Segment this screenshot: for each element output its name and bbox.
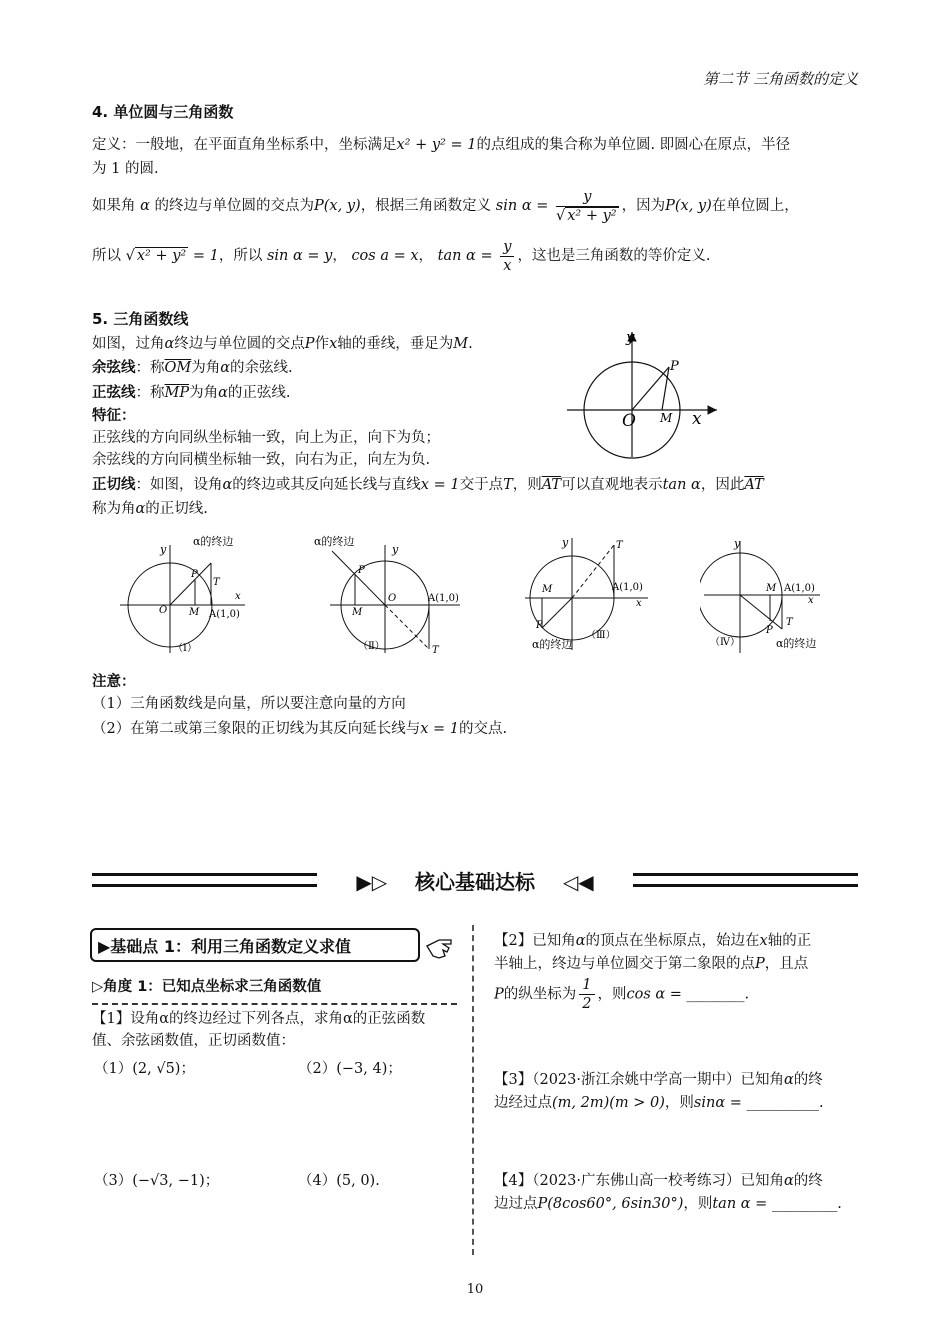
- svg-text:M: M: [766, 583, 777, 594]
- text: 【4】（2023·广东佛山高一校考练习）已知角: [494, 1173, 784, 1189]
- text: 的顶点在坐标原点，始边在: [585, 933, 760, 949]
- alpha-symbol: α: [135, 501, 146, 517]
- text: 【2】已知角: [494, 933, 576, 949]
- tan-alpha: tan α: [662, 477, 701, 493]
- question-2: [494, 930, 864, 1013]
- text: ，则: [512, 477, 542, 493]
- svg-text:P: P: [191, 569, 198, 580]
- point-M: M: [453, 336, 469, 352]
- unit-circle-figure: [562, 322, 732, 462]
- line-x-1: x = 1: [420, 721, 460, 737]
- note-title: 注意：: [92, 674, 136, 690]
- equation: = 1: [192, 248, 219, 264]
- svg-text:P: P: [536, 620, 543, 631]
- text: 定义：一般地，在平面直角坐标系中，坐标满足: [92, 137, 397, 153]
- equation: x² + y² = 1: [396, 137, 477, 153]
- text: 边经过点: [494, 1095, 552, 1111]
- text: ，所以: [218, 248, 263, 264]
- text: 终边与单位圆的交点: [174, 336, 305, 352]
- svg-text:T: T: [432, 645, 439, 656]
- figure-2-A-label: A(1,0): [428, 593, 459, 604]
- cosine-line-def: [92, 357, 562, 379]
- svg-text:P: P: [766, 625, 773, 636]
- alpha-symbol: α: [783, 1173, 794, 1189]
- text: ，根据三角函数定义: [360, 198, 492, 214]
- point-P: P: [755, 956, 765, 972]
- q1-part-2: （2）(−3, 4)；: [298, 1061, 402, 1077]
- svg-text:P: P: [358, 565, 365, 576]
- text: 轴的正: [767, 933, 812, 949]
- denominator: 2: [582, 996, 592, 1012]
- svg-text:T: T: [786, 617, 793, 628]
- text: 交于点: [459, 477, 504, 493]
- point: (m, 2m)(m > 0): [552, 1095, 665, 1111]
- svg-text:T: T: [616, 540, 623, 551]
- svg-text:x: x: [808, 595, 814, 606]
- label-y: y: [626, 328, 635, 346]
- text: ：称: [135, 385, 165, 401]
- figure-quadrant-4: [700, 533, 850, 658]
- label-O: O: [622, 411, 636, 431]
- half-fraction: [579, 976, 594, 1013]
- feature-sine: 正弦线的方向同纵坐标轴一致，向上为正，向下为负；: [92, 430, 440, 446]
- text: ，因为: [621, 198, 666, 214]
- page-number: 10: [466, 1282, 484, 1297]
- question-1: [92, 1008, 467, 1052]
- x-symbol: x: [759, 933, 768, 949]
- text: ，因此: [700, 477, 745, 493]
- label-M: M: [660, 411, 673, 425]
- sqrt-expression: x² + y²: [136, 248, 187, 264]
- text: 的交点.: [459, 721, 508, 737]
- figure-3-A-label: A(1,0): [612, 582, 643, 593]
- text: 的终边或其反向延长线与直线: [232, 477, 421, 493]
- point-P: P: [494, 986, 504, 1003]
- point-P: P: [304, 336, 315, 352]
- answer-blank[interactable]: cos α = ________.: [626, 986, 750, 1003]
- text: ，且点: [764, 956, 809, 972]
- svg-text:O: O: [159, 605, 168, 616]
- text: 为角: [191, 360, 221, 376]
- label-x: x: [692, 409, 702, 429]
- text: 半轴上，终边与单位圆交于第二象限的点: [494, 956, 755, 972]
- equivalent-definition-paragraph: 所以 √ x² + y² = 1，所以 sin α = y， cos a = x， tan α = $\frac{y}{x}$ ，这也是三角函数的等价定义.: [92, 238, 711, 274]
- figure-4-A-label: A(1,0): [784, 583, 815, 594]
- text: ，则: [683, 1196, 713, 1212]
- numerator: y: [500, 238, 514, 257]
- svg-text:O: O: [388, 593, 397, 604]
- banner-text: 核心基础达标: [415, 870, 535, 894]
- sine-line-label: 正弦线: [92, 385, 136, 401]
- svg-text:y: y: [392, 543, 399, 556]
- question-1-text: 【1】设角α的终边经过下列各点，求角α的正弦函数: [92, 1011, 426, 1027]
- alpha-symbol: α: [140, 198, 150, 214]
- svg-text:x: x: [636, 598, 642, 609]
- figure-1-number: （Ⅰ）: [173, 643, 197, 654]
- alpha-symbol: α: [218, 385, 228, 401]
- text: 所以: [92, 248, 121, 264]
- figure-1-side-label: α的终边: [193, 535, 234, 548]
- numerator: y: [556, 188, 619, 207]
- question-3: [494, 1069, 864, 1115]
- text: 如果角: [92, 198, 136, 214]
- cosine-line-label: 余弦线: [92, 360, 136, 376]
- figure-3-number: （Ⅲ）: [586, 630, 616, 641]
- point-P: P(x, y): [314, 198, 361, 214]
- section-4-title: 4. 单位圆与三角函数: [92, 103, 234, 121]
- figure-3-side-label: α的终边: [532, 638, 573, 651]
- text: 为角: [189, 385, 219, 401]
- figure-2-number: （Ⅱ）: [358, 641, 385, 652]
- tan-fraction: [500, 238, 514, 275]
- note-1: （1）三角函数线是向量，所以要注意向量的方向: [92, 696, 406, 712]
- answer-blank[interactable]: sinα = __________.: [693, 1095, 824, 1111]
- question-4: [494, 1170, 864, 1216]
- numerator: 1: [579, 976, 594, 995]
- alpha-symbol: α: [220, 360, 231, 376]
- text: 的纵坐标为: [503, 986, 577, 1003]
- text: 作: [314, 336, 330, 352]
- cos-eq: cos a = x: [351, 248, 419, 264]
- sine-line-def: [92, 382, 562, 404]
- svg-text:y: y: [734, 537, 741, 550]
- vector-AT: $\overline{AT}$: [744, 477, 764, 493]
- figure-4-number: （Ⅳ）: [710, 637, 740, 648]
- label-P: P: [670, 359, 679, 374]
- q1-part-1: （1）(2, √5)；: [94, 1061, 195, 1077]
- feature-cosine: 余弦线的方向同横坐标轴一致，向右为正，向左为负.: [92, 452, 431, 468]
- text: 如图，过角: [92, 336, 165, 352]
- tan-eq: tan α =: [437, 248, 493, 264]
- svg-text:y: y: [562, 536, 569, 549]
- text: 边过点: [494, 1196, 538, 1212]
- banner-right-arrows: ◁◀: [562, 870, 594, 894]
- answer-blank[interactable]: tan α = _________.: [712, 1196, 842, 1212]
- text: ，这也是三角函数的等价定义.: [517, 248, 711, 264]
- dashed-divider: [92, 1003, 457, 1005]
- x-symbol: x: [329, 336, 338, 352]
- text: 的余弦线.: [230, 360, 293, 376]
- svg-text:T: T: [213, 577, 220, 588]
- line-x-1: x = 1: [420, 477, 460, 493]
- point-T: T: [503, 477, 513, 493]
- svg-text:M: M: [189, 607, 200, 618]
- figure-2-side-label: α的终边: [314, 535, 355, 548]
- alpha-symbol: α: [575, 933, 586, 949]
- angle-1-title: ▷角度 1：已知点坐标求三角函数值: [92, 979, 322, 995]
- sin-eq: sin α = y: [266, 248, 333, 264]
- point-P: P(x, y): [665, 198, 712, 214]
- basic-point-1-box: ▶基础点 1：利用三角函数定义求值: [90, 928, 420, 962]
- text: ，则: [664, 1095, 694, 1111]
- q1-part-4: （4）(5, 0).: [298, 1173, 380, 1189]
- alpha-symbol: α: [164, 336, 175, 352]
- text: 的点组成的集合称为单位圆. 即圆心在原点，半径: [476, 137, 791, 153]
- vector-AT: $\overline{AT}$: [541, 477, 562, 493]
- text: 轴的垂线，垂足为: [337, 336, 454, 352]
- question-1-text-cont: 值、余弦函数值，正切函数值：: [92, 1033, 295, 1049]
- text: 可以直观地表示: [561, 477, 663, 493]
- text: （2）在第二或第三象限的正切线为其反向延长线与: [92, 721, 421, 737]
- text: 的终: [793, 1173, 823, 1189]
- figure-1-A-label: A(1,0): [209, 609, 240, 620]
- text: ，则: [597, 986, 627, 1003]
- text: 的终: [793, 1072, 823, 1088]
- features-label: 特征：: [92, 408, 136, 424]
- text: 【3】（2023·浙江余姚中学高一期中）已知角: [494, 1072, 784, 1088]
- text: ：如图，设角: [135, 477, 223, 493]
- svg-text:y: y: [160, 543, 167, 556]
- page-header: 第二节 三角函数的定义: [703, 70, 858, 88]
- text: ：称: [135, 360, 165, 376]
- point: P(8cos60°, 6sin30°): [537, 1196, 684, 1212]
- pointing-hand-icon: [423, 932, 457, 962]
- figure-quadrant-3: [520, 530, 660, 655]
- tangent-line-label: 正切线: [92, 477, 136, 493]
- definition-paragraph-cont: 为 1 的圆.: [92, 161, 159, 177]
- vector-OM: $\overline{OM}$: [164, 360, 192, 376]
- text: 的正切线.: [145, 501, 208, 517]
- sin-formula: sin α =: [495, 198, 549, 214]
- figure-4-side-label: α的终边: [776, 637, 817, 650]
- text: 的终边与单位圆的交点为: [154, 198, 315, 214]
- figure-quadrant-1: [115, 533, 255, 658]
- svg-text:x: x: [235, 591, 241, 602]
- text: 称为角: [92, 501, 136, 517]
- figure-quadrant-2: [310, 533, 470, 658]
- banner-title: [0, 866, 950, 895]
- svg-text:M: M: [542, 584, 553, 595]
- definition-paragraph: [92, 133, 862, 157]
- section-5-title: 5. 三角函数线: [92, 310, 189, 328]
- q1-part-3: （3）(−√3, −1)；: [94, 1173, 220, 1189]
- denominator: x² + y²: [567, 207, 617, 224]
- tangent-line-def: [92, 473, 862, 497]
- alpha-symbol: α: [783, 1072, 794, 1088]
- banner-left-arrows: ▶▷: [356, 870, 388, 894]
- sin-fraction: $\frac{y}{\text{√ x² + y²}}$: [555, 188, 617, 224]
- text: 在单位圆上，: [711, 198, 799, 214]
- alpha-symbol: α: [222, 477, 233, 493]
- vector-MP: $\overline{MP}$: [164, 385, 190, 401]
- tangent-line-def-cont: [92, 497, 862, 521]
- note-2: [92, 717, 862, 741]
- denominator: x: [503, 257, 512, 274]
- unit-circle-paragraph: [92, 186, 862, 226]
- column-divider: [472, 925, 474, 1255]
- trig-line-intro: 如图，过角α终边与单位圆的交点P作x轴的垂线，垂足为M.: [92, 336, 473, 352]
- svg-text:M: M: [352, 607, 363, 618]
- text: 的正弦线.: [227, 385, 291, 401]
